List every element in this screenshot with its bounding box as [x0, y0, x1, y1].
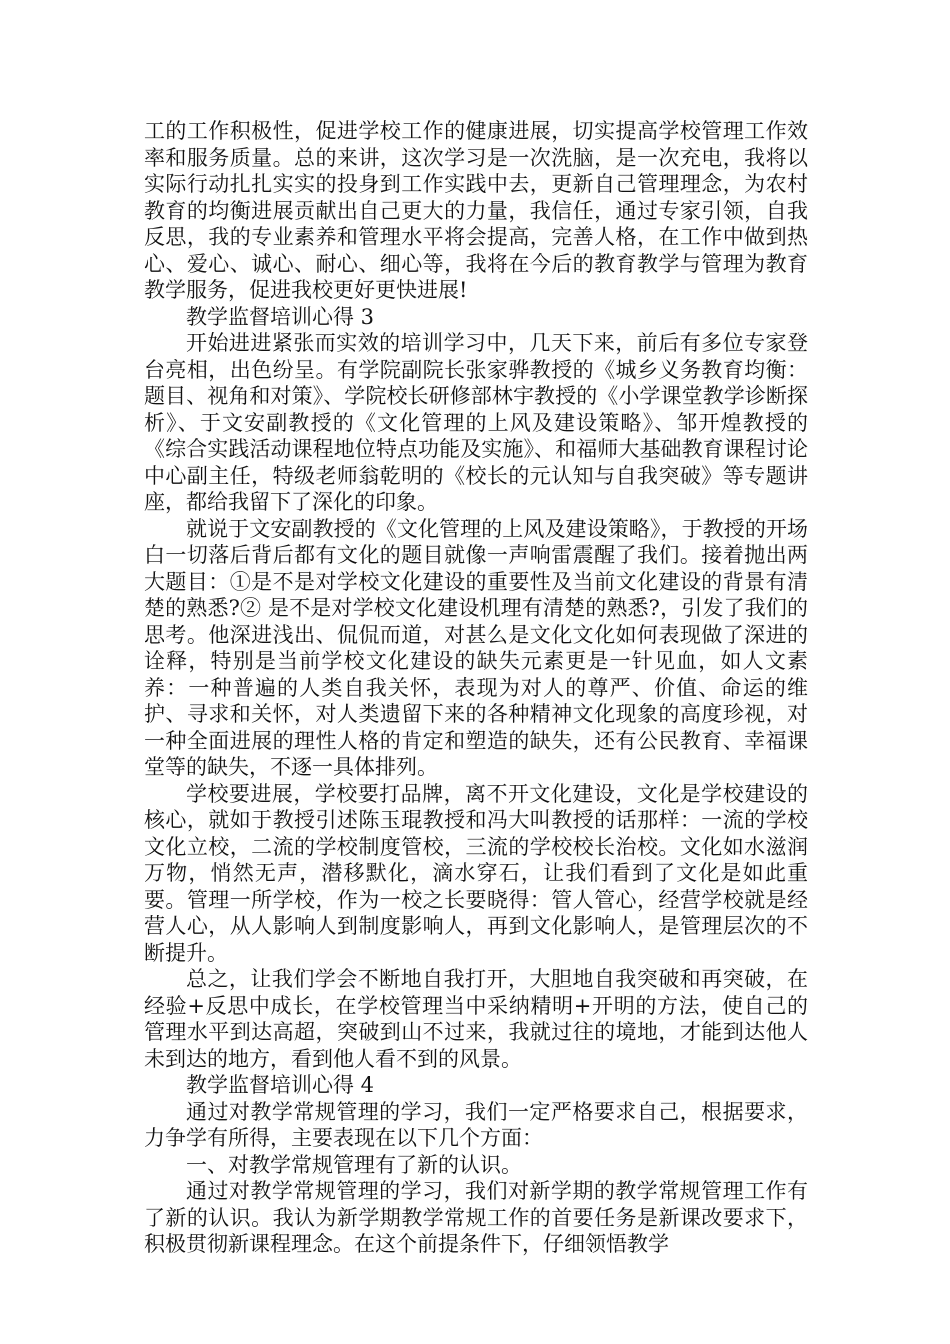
paragraph-new-understanding: 通过对教学常规管理的学习，我们对新学期的教学常规管理工作有了新的认识。我认为新学期教学常规工作的首要任务是新课改要求下，积极贯彻新课程理念。在这个前提条件下，仔细领悟教学	[144, 1179, 808, 1256]
section-heading-4: 教学监督培训心得 4	[186, 1073, 375, 1097]
paragraph-training-lectures: 开始进进紧张而实效的培训学习中，几天下来，前后有多位专家登台亮相，出色纷呈。有学院副院长张家骅教授的《城乡义务教育均衡：题目、视角和对策》、学院校长研修部林宇教授的《小学课堂教学诊断探析》、于文安副教授的《文化管理的上风及建设策略》、邹开煌教授的《综合实践活动课程地位特点功能及实施》、和福师大基础教育课程讨论中心副主任，特级老师翁乾明的《校长的元认知与自我突破》等专题讲座，都给我留下了深化的印象。	[144, 331, 808, 514]
paragraph-conclusion: 总之，让我们学会不断地自我打开，大胆地自我突破和再突破，在经验+反思中成长，在学校管理当中采纳精明+开明的方法，使自己的管理水平到达高超，突破到山不过来，我就过往的境地，才能到达他人未到达的地方，看到他人看不到的风景。	[144, 967, 808, 1071]
paragraph-culture-management: 就说于文安副教授的《文化管理的上风及建设策略》，于教授的开场白一切落后背后都有文化的题目就像一声响雷震醒了我们。接着抛出两大题目：①是不是对学校文化建设的重要性及当前文化建设的背景有清楚的熟悉?② 是不是对学校文化建设机理有清楚的熟悉?，引发了我们的思考。他深进浅出、侃侃而道，对甚么是文化文化如何表现做了深进的诠释，特别是当前学校文化建设的缺失元素更是一针见血，如人文素养：一种普遍的人类自我关怀，表现为对人的尊严、价值、命运的维护、寻求和关怀，对人类遗留下来的各种精神文化现象的高度珍视，对一种全面进展的理性人格的肯定和塑造的缺失，还有公民教育、幸福课堂等的缺失，不逐一具体排列。	[144, 516, 808, 779]
section-heading-3: 教学监督培训心得 3	[186, 304, 375, 329]
paragraph-point-one: 一、对教学常规管理有了新的认识。	[186, 1152, 522, 1177]
paragraph-routine-intro: 通过对教学常规管理的学习，我们一定严格要求自己，根据要求，力争学有所得，主要表现在以下几个方面：	[144, 1099, 808, 1150]
paragraph-intro-continuation: 工的工作积极性，促进学校工作的健康进展，切实提高学校管理工作效率和服务质量。总的来讲，这次学习是一次洗脑，是一次充电，我将以实际行动扎扎实实的投身到工作实践中去，更新自己管理理念，为农村教育的均衡进展贡献出自己更大的力量，我信任，通过专家引领，自我反思，我的专业素养和管理水平将会提高，完善人格，在工作中做到热心、爱心、诚心、耐心、细心等，我将在今后的教育教学与管理为教育教学服务，促进我校更好更快进展!	[144, 119, 808, 302]
paragraph-school-development: 学校要进展，学校要打品牌，离不开文化建设，文化是学校建设的核心，就如于教授引述陈玉琨教授和冯大叫教授的话那样：一流的学校文化立校，二流的学校制度管校，三流的学校校长治校。文化如水滋润万物，悄然无声，潜移默化，滴水穿石，让我们看到了文化是如此重要。管理一所学校，作为一校之长要晓得：管人管心，经营学校就是经营人心，从人影响人到制度影响人，再到文化影响人，是管理层次的不断提升。	[144, 781, 808, 965]
document-page	[144, 118, 808, 1258]
